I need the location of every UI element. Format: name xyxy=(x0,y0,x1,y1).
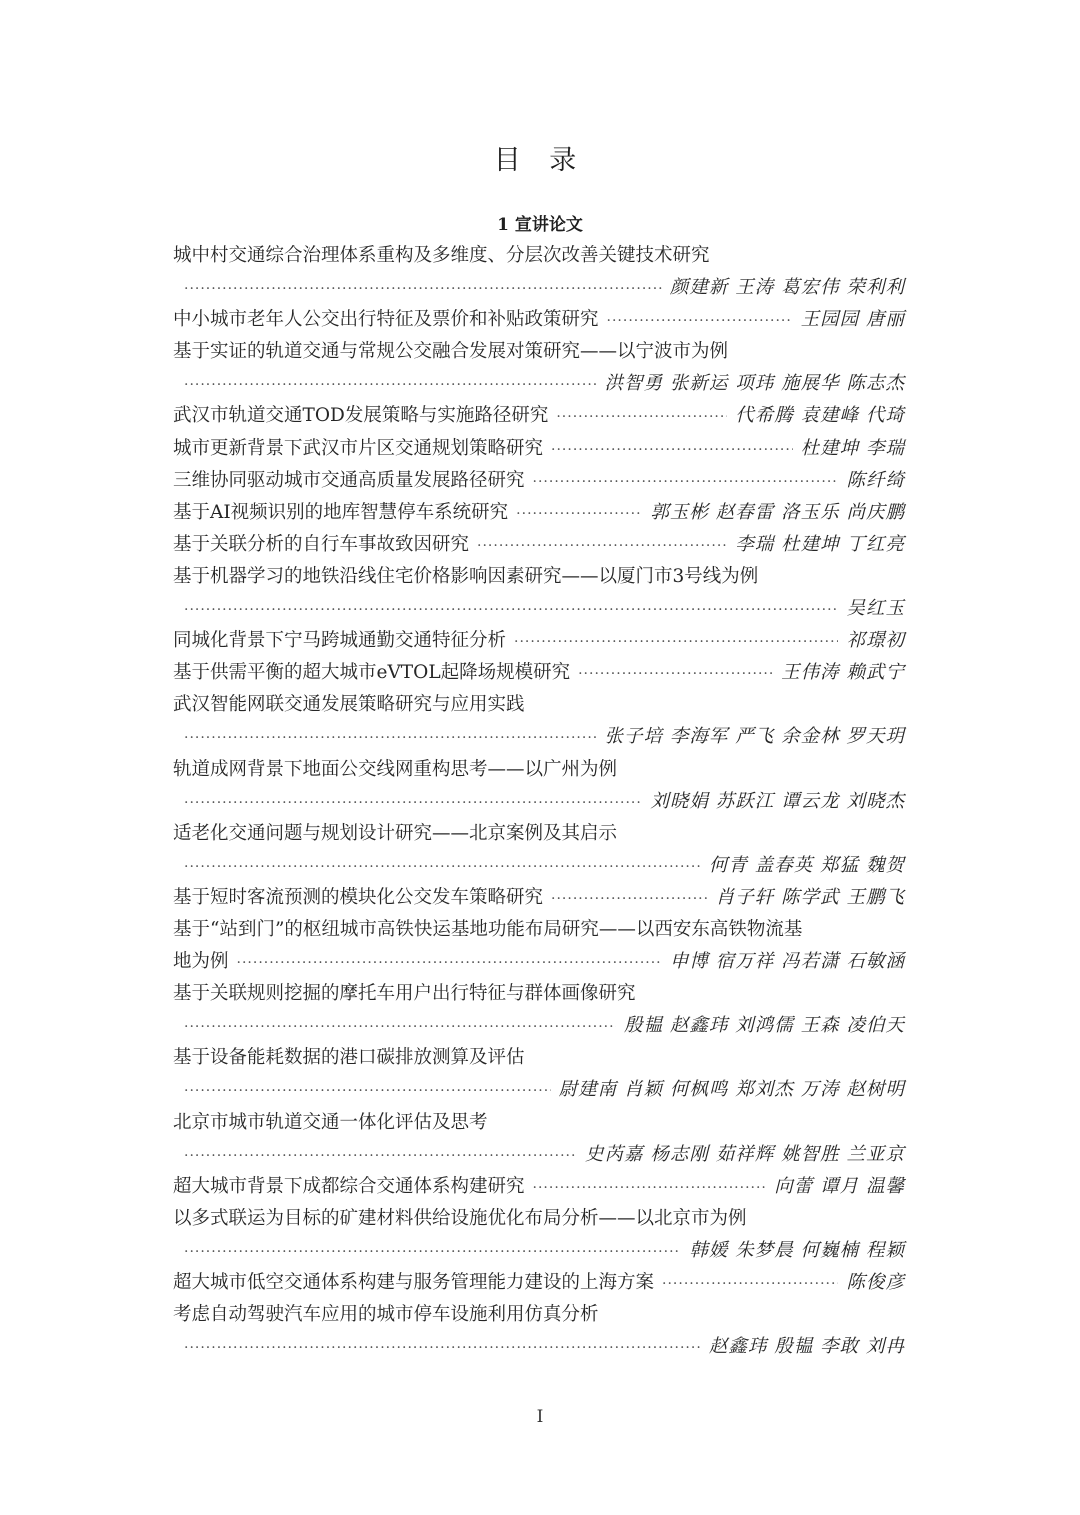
toc-entry-title-continued: 地为例 xyxy=(173,951,229,973)
toc-entry-authors: 郭玉彬 赵春雷 洛玉乐 尚庆鹏 xyxy=(650,501,905,523)
toc-entry-authors-line xyxy=(173,850,905,882)
leader-dots xyxy=(184,594,838,626)
toc-entry-title: 基于AI视频识别的地库智慧停车系统研究 xyxy=(173,501,509,523)
toc-entry-authors: 赵鑫玮 殷韫 李敢 刘冉 xyxy=(708,1336,905,1358)
toc-entry-authors: 李瑞 杜建坤 丁红亮 xyxy=(735,533,905,555)
toc-entry-authors: 陈纤绮 xyxy=(846,469,905,491)
leader-dots xyxy=(607,305,793,337)
toc-entry-authors-line xyxy=(173,1139,905,1171)
toc-entry-authors: 杜建坤 李瑞 xyxy=(800,437,905,459)
toc-entry xyxy=(173,657,905,689)
leader-dots xyxy=(184,787,642,819)
toc-entry-authors-line xyxy=(173,1235,905,1267)
leader-dots xyxy=(477,530,727,562)
table-of-contents xyxy=(173,240,905,1363)
toc-entry-title: 超大城市背景下成都综合交通体系构建研究 xyxy=(173,1175,525,1197)
toc-entry-authors: 肖子轩 陈学武 王鹏飞 xyxy=(715,886,905,908)
leader-dots xyxy=(514,626,838,658)
leader-dots xyxy=(184,851,701,883)
toc-entry xyxy=(173,433,905,465)
toc-entry xyxy=(173,882,905,914)
toc-entry-authors: 吴红玉 xyxy=(846,598,905,620)
toc-entry-authors: 何青 盖春英 郑猛 魏贺 xyxy=(708,854,905,876)
leader-dots xyxy=(184,369,596,401)
toc-entry-title: 武汉市轨道交通TOD发展策略与实施路径研究 xyxy=(173,405,549,427)
toc-entry-title: 基于“站到门”的枢纽城市高铁快运基地功能布局研究——以西安东高铁物流基 xyxy=(173,918,803,940)
leader-dots xyxy=(184,722,596,754)
leader-dots xyxy=(551,434,793,466)
toc-entry xyxy=(173,1171,905,1203)
leader-dots xyxy=(551,883,708,915)
page-number: I xyxy=(536,1407,544,1427)
toc-entry-title: 基于短时客流预测的模块化公交发车策略研究 xyxy=(173,886,544,908)
toc-entry-authors: 史芮嘉 杨志刚 茹祥辉 姚智胜 兰亚京 xyxy=(584,1143,905,1165)
toc-entry xyxy=(173,400,905,432)
leader-dots xyxy=(237,947,662,979)
leader-dots xyxy=(533,1172,767,1204)
toc-entry-title: 三维协同驱动城市交通高质量发展路径研究 xyxy=(173,469,525,491)
leader-dots xyxy=(578,658,773,690)
toc-entry xyxy=(173,1267,905,1299)
leader-dots xyxy=(516,498,642,530)
toc-entry-authors: 王伟涛 赖武宁 xyxy=(781,662,905,684)
leader-dots xyxy=(556,401,727,433)
toc-entry-title: 轨道成网背景下地面公交线网重构思考——以广州为例 xyxy=(173,758,618,780)
leader-dots xyxy=(184,1332,701,1364)
toc-entry-title: 北京市城市轨道交通一体化评估及思考 xyxy=(173,1111,488,1133)
toc-entry-authors-line xyxy=(173,272,905,304)
toc-entry-title: 基于设备能耗数据的港口碳排放测算及评估 xyxy=(173,1047,525,1069)
leader-dots xyxy=(184,1140,577,1172)
toc-entry xyxy=(173,304,905,336)
toc-entry xyxy=(173,497,905,529)
section-heading: 1 宣讲论文 xyxy=(497,215,583,235)
toc-entry-title: 超大城市低空交通体系构建与服务管理能力建设的上海方案 xyxy=(173,1272,655,1293)
toc-entry-authors-line xyxy=(173,1074,905,1106)
toc-entry-authors: 殷韫 赵鑫玮 刘鸿儒 王森 凌伯天 xyxy=(623,1015,905,1037)
toc-entry-authors: 韩媛 朱梦晨 何巍楠 程颖 xyxy=(689,1239,905,1261)
toc-entry-authors: 王园园 唐丽 xyxy=(800,309,905,331)
toc-entry-authors: 祁璟初 xyxy=(846,630,905,652)
toc-entry-title: 基于关联规则挖掘的摩托车用户出行特征与群体画像研究 xyxy=(173,983,636,1005)
toc-entry-title: 考虑自动驾驶汽车应用的城市停车设施利用仿真分析 xyxy=(173,1304,599,1326)
toc-entry-title: 基于供需平衡的超大城市eVTOL起降场规模研究 xyxy=(173,662,571,684)
toc-entry-title: 适老化交通问题与规划设计研究——北京案例及其启示 xyxy=(173,822,618,844)
toc-entry-authors: 洪智勇 张新运 项玮 施展华 陈志杰 xyxy=(604,373,905,395)
toc-entry-title: 中小城市老年人公交出行特征及票价和补贴政策研究 xyxy=(173,309,599,331)
toc-entry-title: 以多式联运为目标的矿建材料供给设施优化布局分析——以北京市为例 xyxy=(173,1207,747,1229)
toc-entry-authors: 申博 宿万祥 冯若潇 石敏涵 xyxy=(669,951,905,973)
toc-entry-title: 同城化背景下宁马跨城通勤交通特征分析 xyxy=(173,630,507,652)
toc-entry-authors: 代希腾 袁建峰 代琦 xyxy=(735,405,905,427)
leader-dots xyxy=(184,1075,551,1107)
toc-entry-authors: 陈俊彦 xyxy=(846,1272,905,1293)
toc-entry xyxy=(173,625,905,657)
leader-dots xyxy=(662,1268,838,1300)
toc-entry-authors-line xyxy=(173,786,905,818)
toc-entry-authors: 向蕾 谭月 温馨 xyxy=(774,1175,905,1197)
toc-entry xyxy=(173,465,905,497)
toc-entry-authors: 刘晓娟 苏跃江 谭云龙 刘晓杰 xyxy=(650,790,905,812)
toc-entry-title: 城中村交通综合治理体系重构及多维度、分层次改善关键技术研究 xyxy=(173,245,710,266)
toc-entry-authors: 颜建新 王涛 葛宏伟 荣利利 xyxy=(669,277,905,299)
toc-entry-title: 城市更新背景下武汉市片区交通规划策略研究 xyxy=(173,437,544,459)
toc-entry-title: 基于关联分析的自行车事故致因研究 xyxy=(173,533,470,555)
page-title: 目 录 xyxy=(493,145,587,176)
toc-entry xyxy=(173,529,905,561)
toc-entry-authors-line xyxy=(173,1331,905,1363)
leader-dots xyxy=(533,466,839,498)
toc-entry-authors-line xyxy=(173,1010,905,1042)
leader-dots xyxy=(184,1011,616,1043)
toc-entry xyxy=(173,946,905,978)
toc-entry-title: 基于机器学习的地铁沿线住宅价格影响因素研究——以厦门市3号线为例 xyxy=(173,565,759,587)
toc-entry-authors: 尉建南 肖颖 何枫鸣 郑刘杰 万涛 赵树明 xyxy=(558,1079,905,1101)
toc-entry-title: 基于实证的轨道交通与常规公交融合发展对策研究——以宁波市为例 xyxy=(173,341,729,363)
leader-dots xyxy=(184,1236,681,1268)
leader-dots xyxy=(184,273,662,305)
toc-entry-title: 武汉智能网联交通发展策略研究与应用实践 xyxy=(173,694,525,716)
toc-entry-authors: 张子培 李海军 严飞 余金林 罗天玥 xyxy=(604,726,905,748)
toc-entry-authors-line xyxy=(173,368,905,400)
toc-entry-authors-line xyxy=(173,593,905,625)
toc-entry-authors-line xyxy=(173,721,905,753)
